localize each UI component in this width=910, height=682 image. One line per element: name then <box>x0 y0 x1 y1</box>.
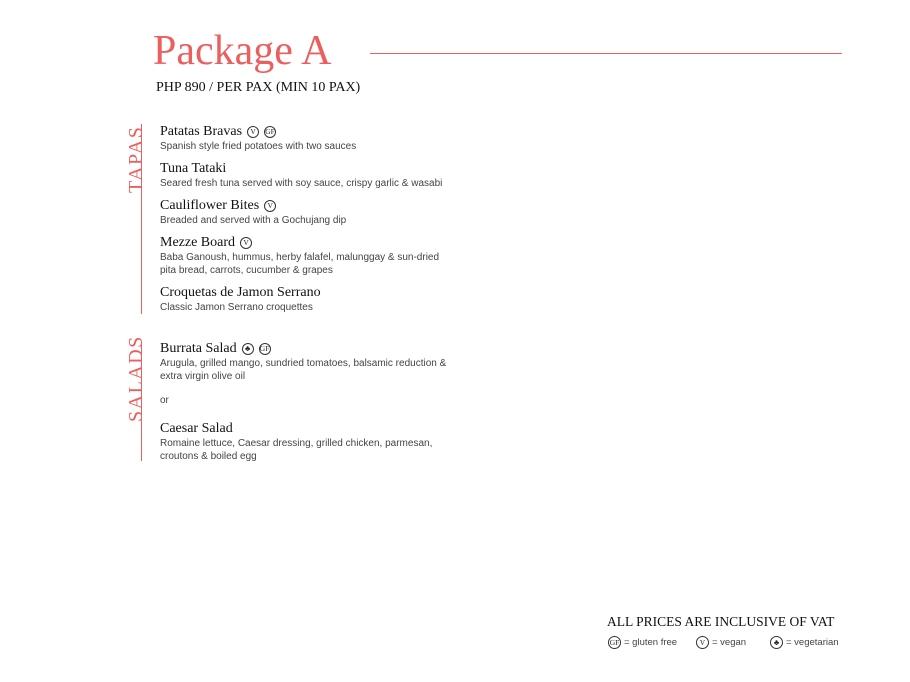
price-subtitle: PHP 890 / PER PAX (MIN 10 PAX) <box>156 80 361 95</box>
page-title: Package A <box>153 28 332 74</box>
item-name: Caesar Salad <box>160 421 233 436</box>
vegetarian-icon: ♣ <box>242 343 254 355</box>
item-description: Classic Jamon Serrano croquettes <box>160 302 313 313</box>
vegan-icon: V <box>264 200 276 212</box>
item-description: Spanish style fried potatoes with two sauces <box>160 141 357 152</box>
gluten-free-icon: GF <box>608 636 621 649</box>
vat-note: ALL PRICES ARE INCLUSIVE OF VAT <box>607 614 835 629</box>
vegan-icon: V <box>240 237 252 249</box>
section-label-tapas: TAPAS <box>125 125 147 193</box>
section-divider-salads <box>141 341 142 461</box>
section-divider-tapas <box>141 124 142 314</box>
item-name: Mezze Board V <box>160 235 450 251</box>
item-description: Arugula, grilled mango, sundried tomatoes, balsamic reduction & extra virgin olive oil <box>160 358 447 382</box>
item-description: Seared fresh tuna served with soy sauce, crispy garlic & wasabi <box>160 178 443 189</box>
menu-item <box>160 421 460 463</box>
legend-gluten-free <box>608 636 677 649</box>
item-name: Patatas Bravas V GF <box>160 124 275 139</box>
legend-text: = vegetarian <box>786 637 839 648</box>
item-name: Cauliflower Bites V <box>160 198 346 214</box>
legend-text: = vegan <box>712 637 747 648</box>
section-label-salads: SALADS <box>125 335 147 422</box>
gluten-free-icon: GF <box>259 344 270 354</box>
menu-item <box>160 198 346 228</box>
item-description: Romaine lettuce, Caesar dressing, grilled chicken, parmesan, croutons & boiled egg <box>160 438 433 462</box>
gluten-free-icon: GF <box>265 127 275 137</box>
menu-item <box>160 235 450 277</box>
menu-item <box>160 124 356 154</box>
item-name: Croquetas de Jamon Serrano <box>160 285 321 300</box>
item-name: Tuna Tataki <box>160 161 227 176</box>
vegan-icon: V <box>696 636 709 649</box>
item-description: Baba Ganoush, hummus, herby falafel, malunggay & sun-dried pita bread, carrots, cucumber & grapes <box>160 252 440 276</box>
title-divider <box>370 53 842 54</box>
item-name: Burrata Salad ♣ GF <box>160 341 270 356</box>
legend-vegetarian <box>770 636 839 649</box>
menu-item <box>160 161 442 191</box>
leaf-icon: ♣ <box>770 636 783 649</box>
vegan-icon: V <box>247 126 259 138</box>
legend-text: = gluten free <box>624 637 678 648</box>
or-separator: or <box>160 395 169 406</box>
menu-item <box>160 285 321 315</box>
menu-item <box>160 341 450 383</box>
item-description: Breaded and served with a Gochujang dip <box>160 215 347 226</box>
legend-vegan <box>696 636 746 649</box>
